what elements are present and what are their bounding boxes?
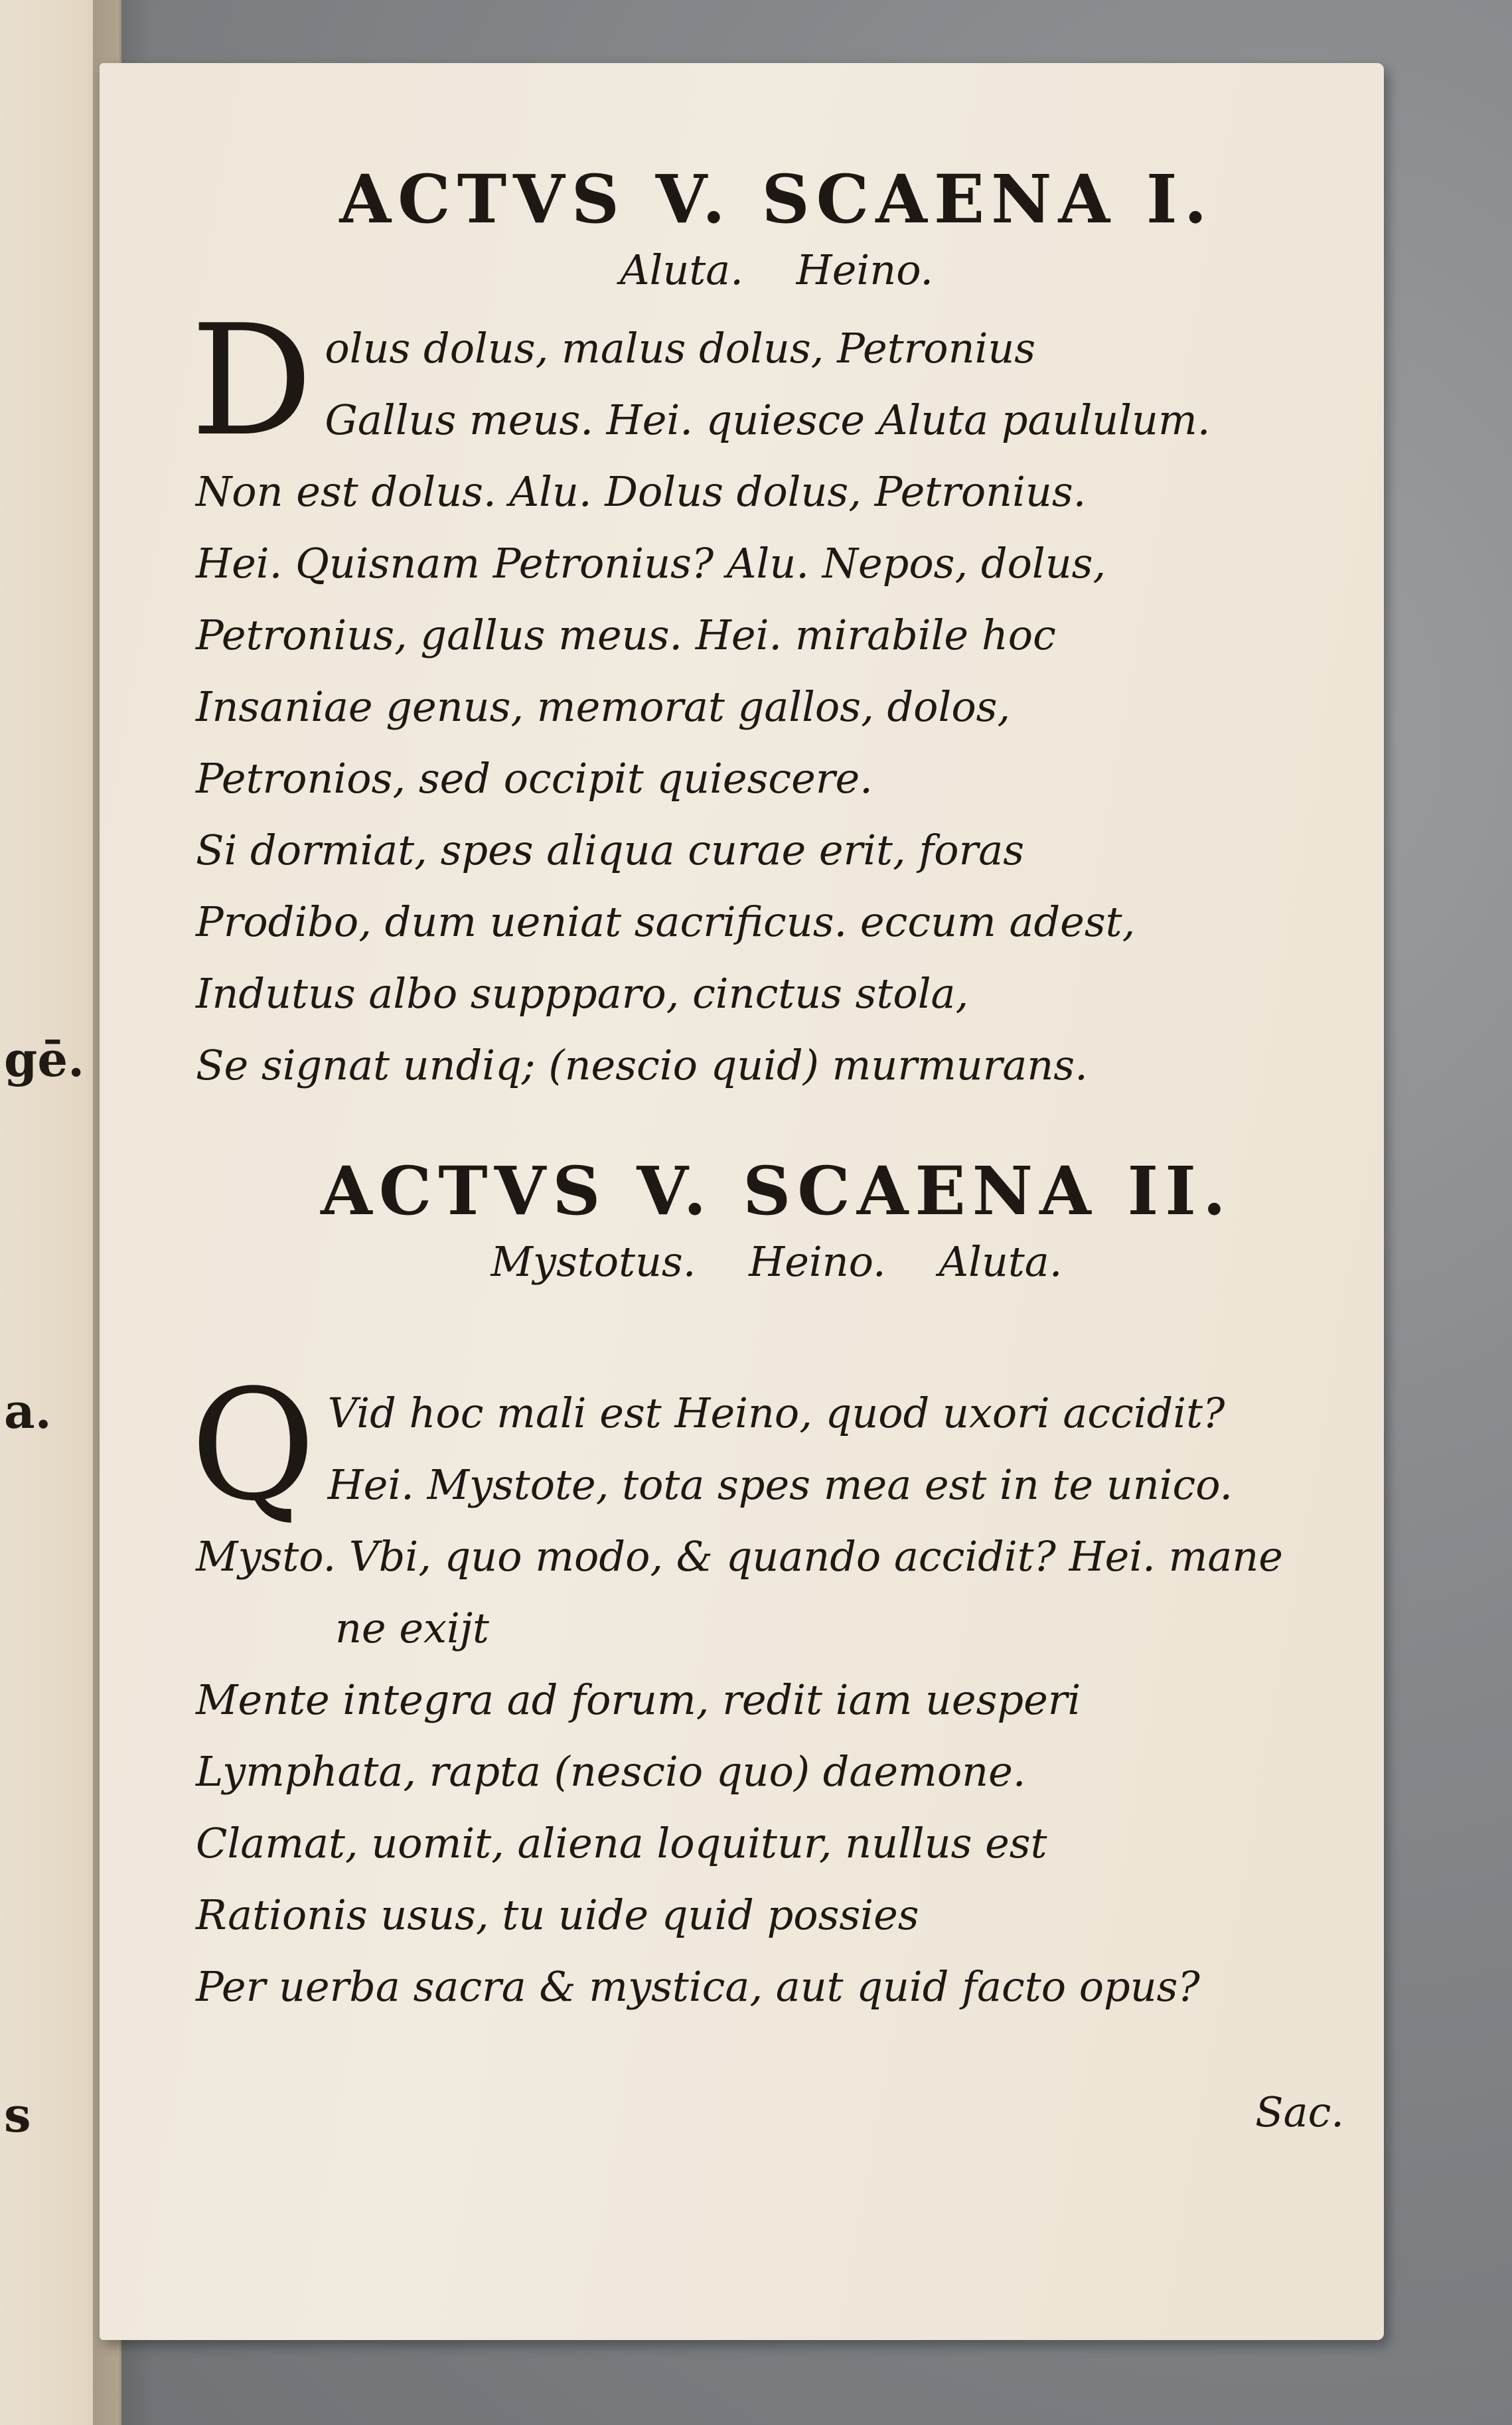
scene-2-title: ACTVS V. SCAENA II.	[321, 1152, 1233, 1231]
verse-line: Vid hoc mali est Heino, quod uxori accidit?	[327, 1389, 1225, 1438]
verse-line: Rationis usus, tu uide quid possies	[196, 1891, 919, 1940]
verse-line: Insaniae genus, memorat gallos, dolos,	[196, 682, 1011, 732]
catchword: Sac.	[1255, 2088, 1344, 2136]
verse-line: Mysto. Vbi, quo modo, & quando accidit? Hei. mane	[196, 1532, 1283, 1581]
verse-line: Indutus albo suppparo, cinctus stola,	[196, 969, 969, 1018]
book-page	[100, 63, 1384, 2340]
verse-line: Lymphata, rapta (nescio quo) daemone.	[196, 1747, 1026, 1796]
verse-line: Mente integra ad forum, redit iam uesperi	[196, 1676, 1081, 1725]
verse-line: Hei. Mystote, tota spes mea est in te unico.	[327, 1460, 1233, 1510]
verse-line: Petronios, sed occipit quiescere.	[196, 754, 873, 803]
scene-2-speakers: Mystotus. Heino. Aluta.	[491, 1237, 1063, 1287]
scene-1-title: ACTVS V. SCAENA I.	[339, 160, 1214, 238]
verse-line: Non est dolus. Alu. Dolus dolus, Petronius.	[196, 467, 1087, 516]
scene-1-speakers: Aluta. Heino.	[619, 246, 934, 294]
verse-line: ne exijt	[335, 1604, 489, 1653]
scene-2-verse	[190, 1358, 1357, 2023]
verse-line: Prodibo, dum ueniat sacrificus. eccum adest,	[196, 898, 1136, 947]
verse-line: Se signat undiq; (nescio quid) murmurans.	[196, 1041, 1088, 1090]
scene-1-verse	[190, 293, 1357, 1101]
verse-line: Clamat, uomit, aliena loquitur, nullus est	[196, 1819, 1047, 1868]
verse-line: Hei. Quisnam Petronius? Alu. Nepos, dolus,	[196, 539, 1106, 588]
verse-line: Petronius, gallus meus. Hei. mirabile hoc	[196, 611, 1056, 660]
scene-1-dropcap: D	[190, 293, 313, 471]
scene-2-dropcap: Q	[190, 1358, 316, 1535]
verse-line: Si dormiat, spes aliqua curae erit, foras	[196, 826, 1025, 875]
page-text-block	[190, 160, 1357, 2023]
verse-line: olus dolus, malus dolus, Petronius	[325, 324, 1036, 373]
verse-line: Per uerba sacra & mystica, aut quid facto opus?	[196, 1962, 1200, 2011]
verse-line: Gallus meus. Hei. quiesce Aluta paululum.	[325, 396, 1211, 445]
left-page-fragment: s	[4, 2086, 31, 2143]
left-page-fragment: gē.	[4, 1031, 85, 1087]
left-page-fragment: a.	[4, 1383, 52, 1439]
